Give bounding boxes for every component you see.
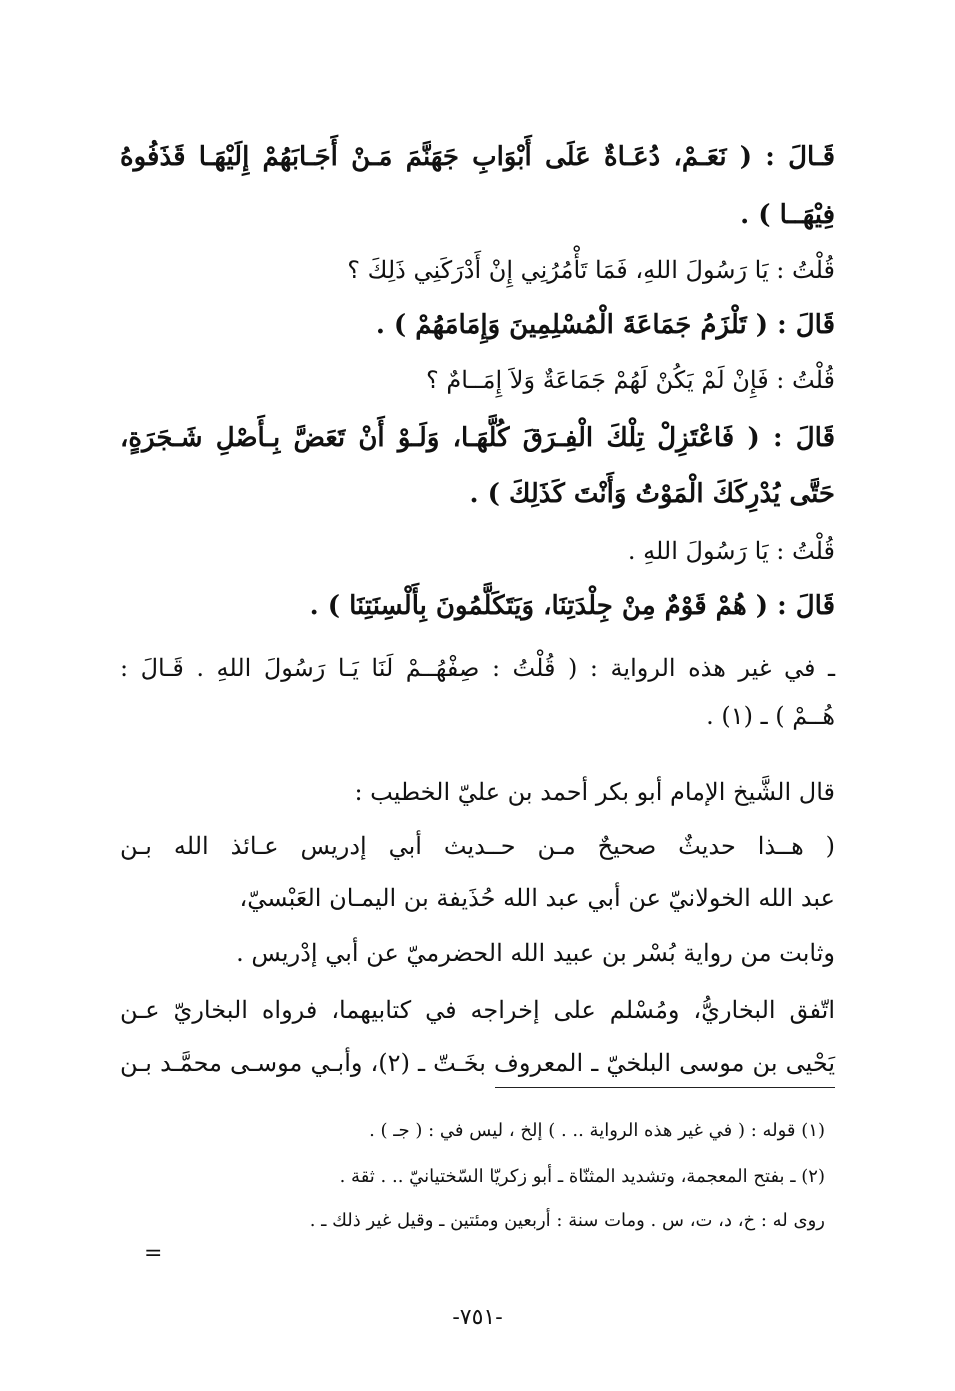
body-line: قُلْتُ : يَا رَسُولَ اللهِ . [627, 537, 835, 565]
body-line: ( هــذا حديثٌ صحيحٌ مـن حــديث أبي إدريس عـائذ الله بـن [120, 832, 835, 860]
body-line: قَالَ : ( هُمْ قَوْمٌ مِنْ جِلْدَتِنَا، وَيَتَكَلَّمُونَ بِأَلْسِنَتِنَا ) . [309, 591, 835, 621]
footnote-line: روى له : خ، د، ت، س . ومات سنة : أربعين ومئتين ـ وقيل غير ذلك ـ . [309, 1210, 825, 1231]
body-line: اتّفق البخاريُّ، ومُسْلم على إخراجه في كتابيهما، فرواه البخاريّ عـن [120, 996, 835, 1024]
body-line: قَالَ : ( تَلْزَمُ جَمَاعَةَ الْمُسْلِمِينَ وَإِمَامَهُمْ ) . [375, 310, 835, 340]
body-line: فِيْهَــا ) . [740, 200, 835, 230]
footnote-line: (١) قوله : ( في غير هذه الرواية .. . ) إلخ ، ليس في : ( جـ ) . [369, 1120, 825, 1141]
body-line: قال الشَّيخ الإمام أبو بكر أحمد بن عليّ الخطيب : [354, 778, 835, 806]
body-line: قُلْتُ : يَا رَسُولَ اللهِ، فَمَا تَأْمُرُنِي إِنْ أَدْرَكَنِي ذَلِكَ ؟ [347, 256, 835, 284]
body-line: ـ في غير هذه الرواية : ( قُلْتُ : صِفْهُــمْ لَنَا يَـا رَسُولَ اللهِ . قَـالَ : [120, 654, 835, 682]
body-line: هُــمْ ) ـ (١) . [706, 702, 835, 730]
footnote-separator [495, 1087, 835, 1088]
continuation-mark: = [144, 1241, 163, 1266]
page-number: -٧٥١- [452, 1305, 503, 1330]
body-line: حَتَّى يُدْرِكَكَ الْمَوْتُ وَأَنْتَ كَذَلِكَ ) . [469, 479, 835, 509]
body-line: وثابت من رواية بُسْر بن عبيد الله الحضرميّ عن أبي إدْريس . [236, 939, 835, 967]
body-line: قَـالَ : ( نَعَـمْ، دُعَـاةٌ عَلَى أَبْوَابِ جَهَنَّمَ مَـنْ أَجَـابَهُمْ إِلَيْهَـا قَذَفُوهُ [120, 142, 835, 172]
body-line: عبد الله الخولانيّ عن أبي عبد الله حُذَيفة بن اليمـان العَبْسيّ، [239, 884, 835, 912]
body-line: قُلْتُ : فَإِنْ لَمْ يَكُنْ لَهُمْ جَمَاعَةٌ وَلاَ إِمَــامٌ ؟ [426, 366, 835, 394]
footnote-line: (٢) ـ بفتح المعجمة، وتشديد المثنّاة ـ أبو زكريّا السّختيانيّ .. . ثقة . [339, 1166, 825, 1187]
body-line: قَالَ : ( فَاعْتَزِلْ تِلْكَ الْفِـرَقَ كُلَّهَـا، وَلَـوْ أَنْ تَعَضَّ بِـأَصْلِ شَـجَرَةٍ، [120, 423, 835, 453]
body-line: يَحْيى بن موسى البلخيّ ـ المعروف بخَـتّ ـ (٢)، وأبـي موسـى محمَّـد بـن [120, 1049, 835, 1077]
